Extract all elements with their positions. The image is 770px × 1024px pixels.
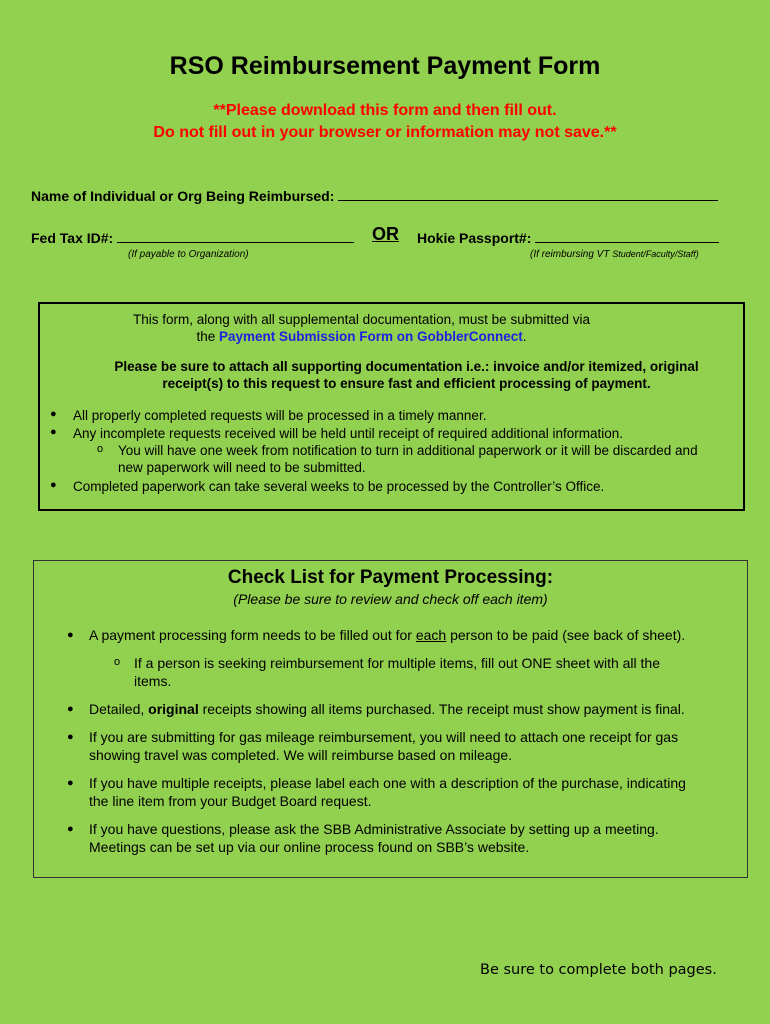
bullet-icon: ●	[50, 479, 57, 491]
submission-line2: the Payment Submission Form on GobblerConnect.	[196, 329, 527, 344]
checklist-item-1-sub-line1: If a person is seeking reimbursement for multiple items, fill out ONE sheet with all the	[134, 655, 660, 671]
fed-tax-label: Fed Tax ID#:	[31, 230, 114, 246]
fed-tax-note: (If payable to Organization)	[128, 249, 249, 260]
sub-bullet-circle-icon: o	[114, 656, 121, 668]
checklist-item-2: Detailed, original receipts showing all items purchased. The receipt must show payment is final.	[89, 701, 685, 717]
fed-tax-line[interactable]	[117, 228, 354, 243]
checklist-box	[33, 560, 748, 878]
checklist-item-4-line2: the line item from your Budget Board request.	[89, 793, 372, 809]
hokie-passport-label: Hokie Passport#:	[417, 230, 532, 246]
hokie-passport-note: (If reimbursing VT Student/Faculty/Staff)	[530, 249, 699, 260]
name-field-row	[31, 186, 718, 204]
fed-tax-field-row	[31, 228, 354, 246]
checklist-item-5-line1: If you have questions, please ask the SBB Administrative Associate by setting up a meeting.	[89, 821, 659, 837]
bullet-icon: ●	[67, 629, 74, 641]
submission-info-box	[38, 302, 745, 511]
submission-bullet-2: Any incomplete requests received will be held until receipt of required additional information.	[73, 426, 624, 441]
checklist-item-3-line2: showing travel was completed. We will reimburse based on mileage.	[89, 747, 513, 763]
bullet-icon: ●	[50, 426, 57, 438]
bullet-icon: ●	[67, 731, 74, 743]
gobblerconnect-link[interactable]: Payment Submission Form on GobblerConnect	[218, 329, 523, 344]
submission-sub-bullet-line2: new paperwork will need to be submitted.	[118, 460, 366, 475]
or-label: OR	[372, 224, 399, 244]
hokie-passport-field-row	[417, 228, 719, 246]
checklist-item-5-line2: Meetings can be set up via our online process found on SBB’s website.	[89, 839, 530, 855]
attach-docs-line1: Please be sure to attach all supporting documentation i.e.: invoice and/or itemized, original	[114, 359, 699, 374]
submission-line1: This form, along with all supplemental documentation, must be submitted via	[133, 312, 590, 327]
submission-bullet-3: Completed paperwork can take several weeks to be processed by the Controller’s Office.	[73, 479, 605, 494]
hokie-passport-line[interactable]	[535, 228, 719, 243]
checklist-item-4-line1: If you have multiple receipts, please label each one with a description of the purchase, indicating	[89, 775, 686, 791]
submission-bullet-1: All properly completed requests will be processed in a timely manner.	[73, 408, 487, 423]
checklist-item-1: A payment processing form needs to be filled out for each person to be paid (see back of sheet).	[89, 627, 686, 643]
checklist-title: Check List for Payment Processing:	[227, 567, 554, 588]
checklist-item-1-sub-line2: items.	[134, 673, 172, 689]
download-warning-line1: **Please download this form and then fill out.	[213, 102, 557, 119]
checklist-item-3-line1: If you are submitting for gas mileage reimbursement, you will need to attach one receipt for gas	[89, 729, 679, 745]
checklist-subtitle: (Please be sure to review and check off each item)	[233, 591, 548, 607]
submission-sub-bullet-line1: You will have one week from notification to turn in additional paperwork or it will be discarded and	[118, 443, 698, 458]
footer-note: Be sure to complete both pages.	[480, 962, 717, 978]
sub-bullet-circle-icon: o	[97, 443, 104, 455]
download-warning-line2: Do not fill out in your browser or information may not save.**	[153, 124, 617, 141]
bullet-icon: ●	[67, 703, 74, 715]
bullet-icon: ●	[50, 408, 57, 420]
name-field-label: Name of Individual or Org Being Reimbursed:	[31, 188, 335, 204]
bullet-icon: ●	[67, 777, 74, 789]
attach-docs-line2: receipt(s) to this request to ensure fast and efficient processing of payment.	[162, 376, 651, 391]
name-field-line[interactable]	[338, 186, 718, 201]
form-title: RSO Reimbursement Payment Form	[169, 52, 601, 80]
bullet-icon: ●	[67, 823, 74, 835]
